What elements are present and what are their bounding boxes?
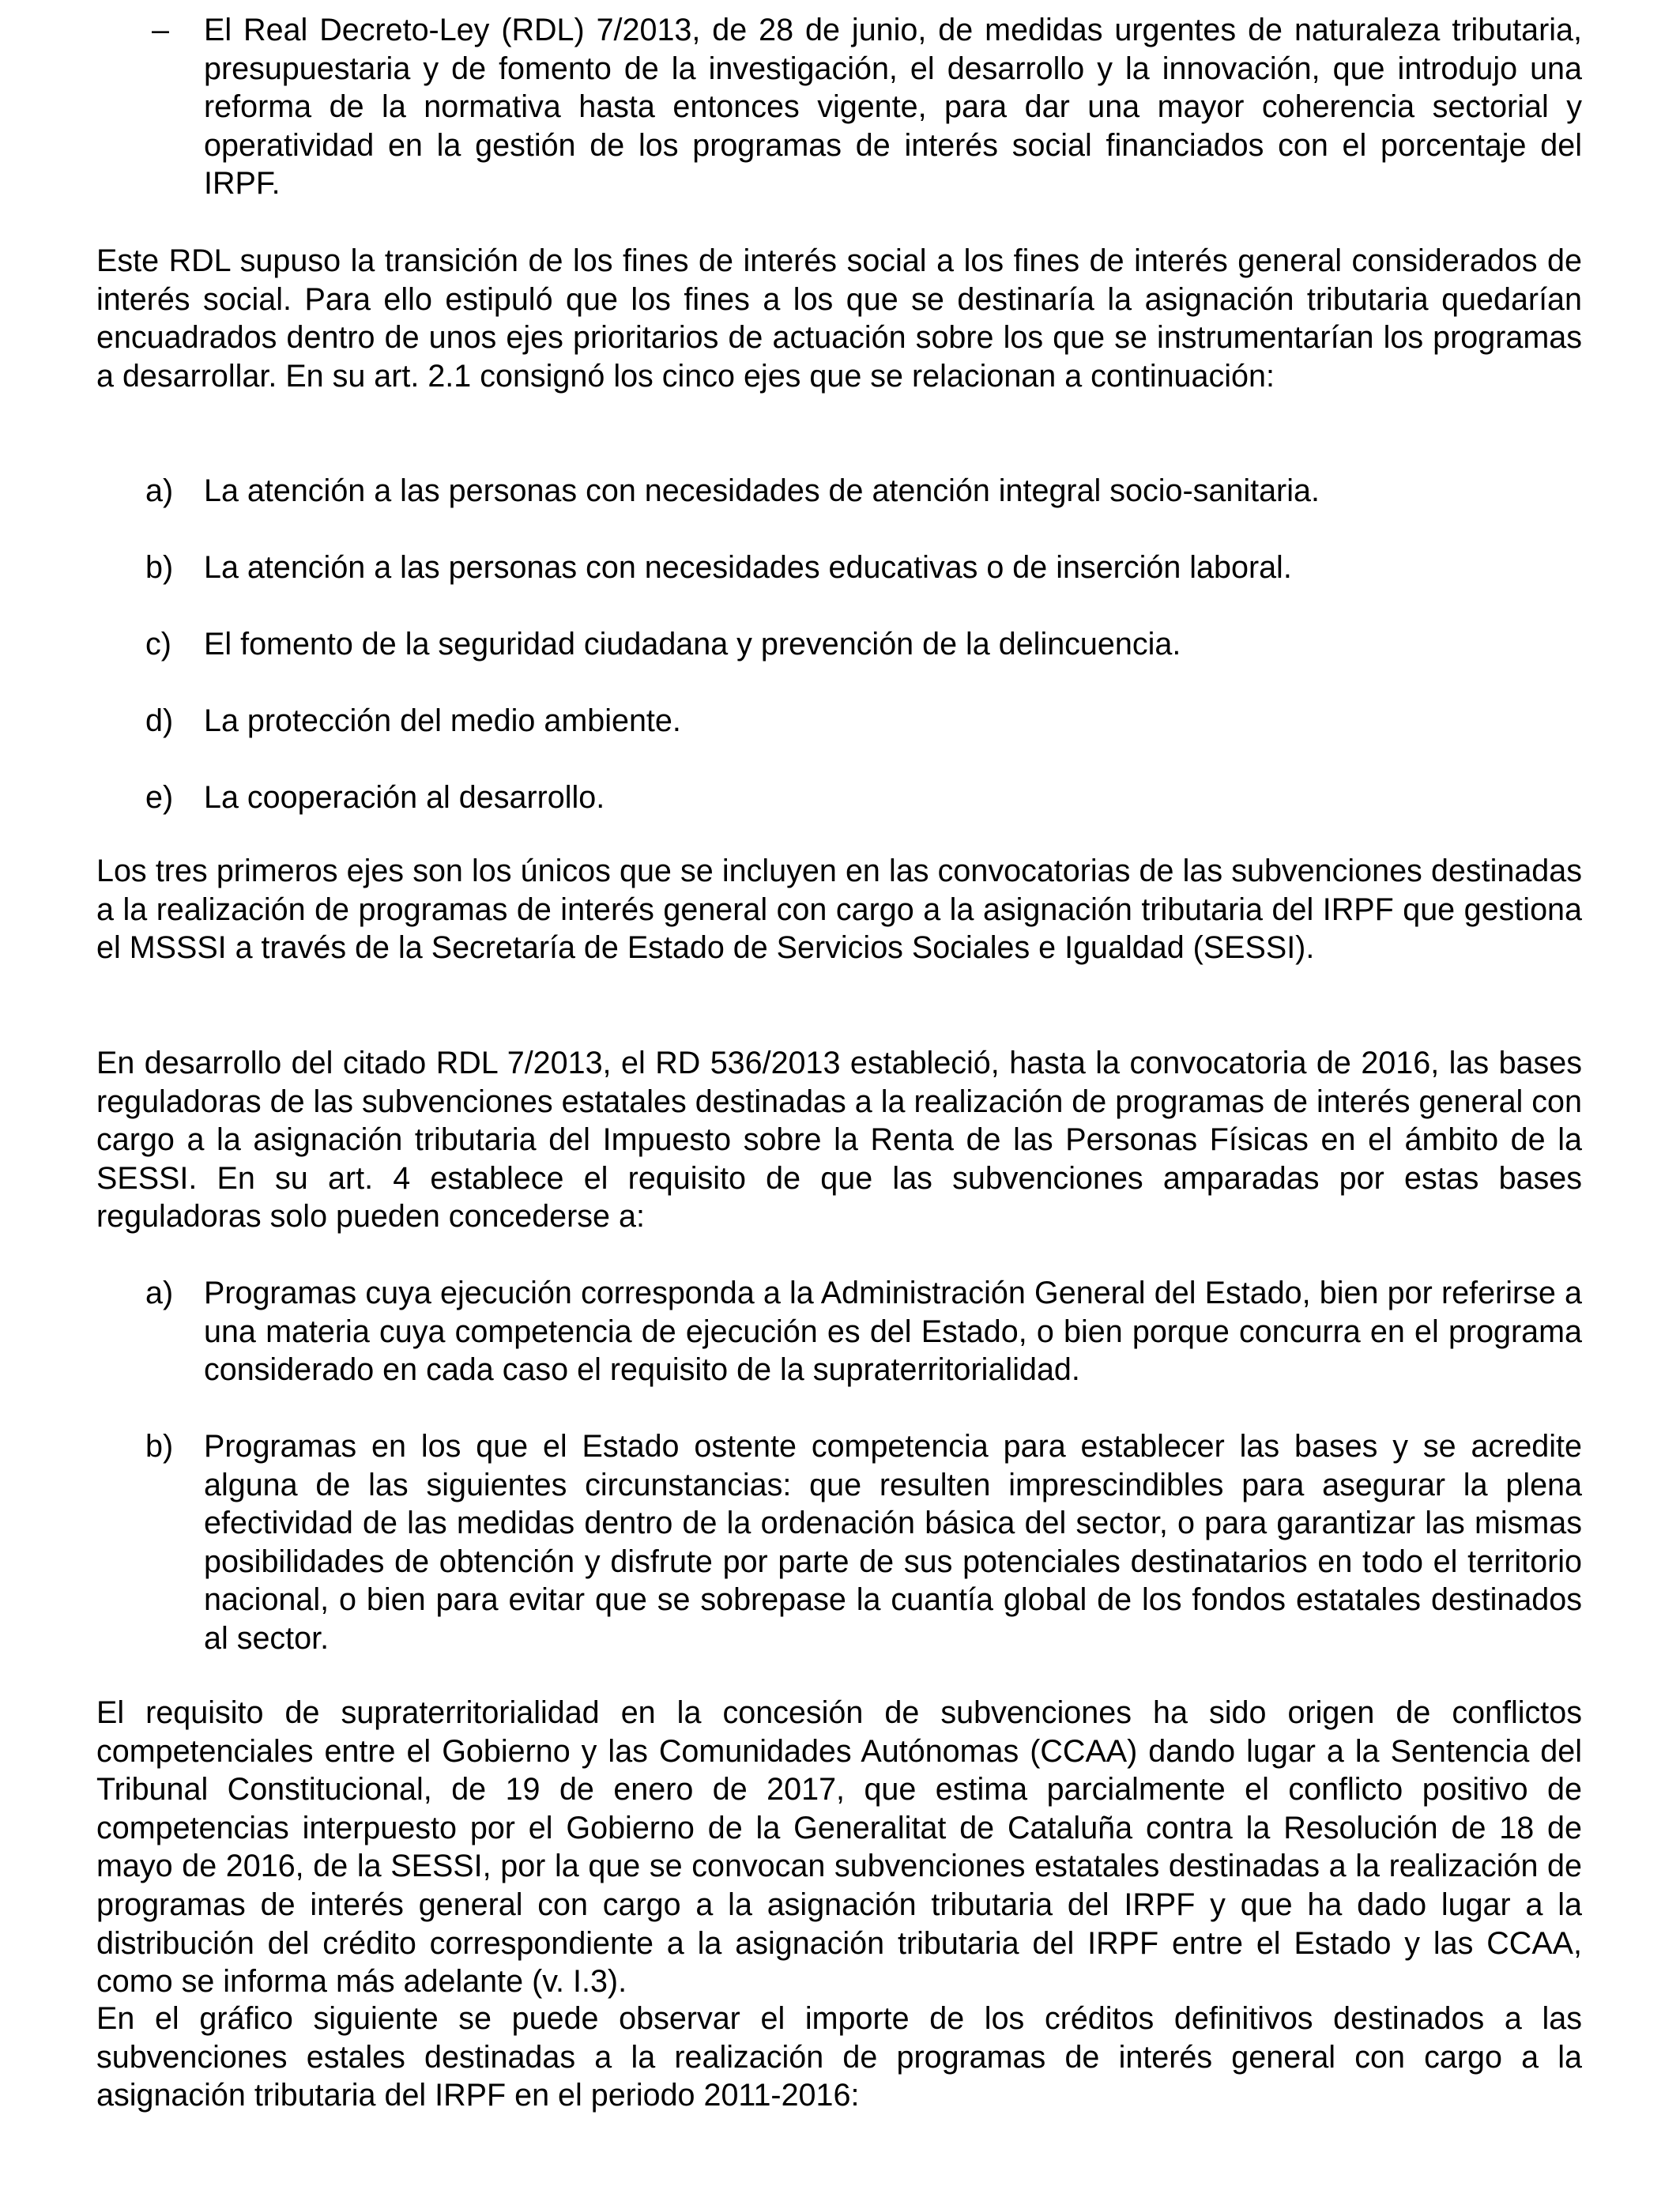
list-item-text: Programas cuya ejecución corresponda a la Administración General del Estado, bien por referirse a una materia cuya competencia de ejecución es del Estado, o bien porque concurra en el programa considerado en cada caso el requisito de la supraterritorialidad. — [204, 1276, 1582, 1388]
list-item-eje-b — [96, 548, 1582, 587]
list-marker: a) — [145, 1276, 174, 1310]
list-item-text: La atención a las personas con necesidades de atención integral socio-sanitaria. — [204, 473, 1320, 508]
list-item-rdl-7-2013 — [96, 11, 1582, 203]
list-item-eje-c — [96, 625, 1582, 664]
list-marker: e) — [145, 780, 174, 815]
list-marker: d) — [145, 703, 174, 738]
list-item-text: La cooperación al desarrollo. — [204, 780, 605, 815]
list-item-text: Programas en los que el Estado ostente competencia para establecer las bases y se acredite alguna de las siguientes circunstancias: que resulten imprescindibles para asegurar la plena efectividad de las medidas dentro de la ordenación básica del sector, o para garantizar las mismas posibilidades de obtención y disfrute por parte de sus potenciales destinatarios en todo el territorio nacional, o bien para evitar que se sobrepase la cuantía global de los fondos estatales destinados al sector. — [204, 1429, 1582, 1656]
paragraph-supraterritorialidad: El requisito de supraterritorialidad en la concesión de subvenciones ha sido origen de conflictos competenciales entre el Gobierno y las Comunidades Autónomas (CCAA) dando lugar a la Sentencia del Tribunal Constitucional, de 19 de enero de 2017, que estima parcialmente el conflicto positivo de competencias interpuesto por el Gobierno de la Generalitat de Cataluña contra la Resolución de 18 de mayo de 2016, de la SESSI, por la que se convocan subvenciones estatales destinadas a la realización de programas de interés general con cargo a la asignación tributaria del IRPF y que ha dado lugar a la distribución del crédito correspondiente a la asignación tributaria del IRPF entre el Estado y las CCAA, como se informa más adelante (v. I.3). — [96, 1695, 1582, 2000]
list-item-eje-d — [96, 702, 1582, 741]
list-item-eje-e — [96, 778, 1582, 817]
list-marker: a) — [145, 473, 174, 508]
paragraph-ejes-intro: Este RDL supuso la transición de los fines de interés social a los fines de interés general considerados de interés social. Para ello estipuló que los fines a los que se destinaría la asignación tributaria quedarían encuadrados dentro de unos ejes prioritarios de actuación sobre los que se instrumentarían los programas a desarrollar. En su art. 2.1 consignó los cinco ejes que se relacionan a continuación: — [96, 243, 1582, 394]
list-dash-marker: – — [152, 13, 169, 47]
paragraph-grafico-intro: En el gráfico siguiente se puede observar el importe de los créditos definitivos destinados a las subvenciones estales destinadas a la realización de programas de interés general con cargo a la asignación tributaria del IRPF en el periodo 2011-2016: — [96, 2001, 1582, 2113]
list-item-text: El fomento de la seguridad ciudadana y prevención de la delincuencia. — [204, 627, 1181, 662]
list-item-text: El Real Decreto-Ley (RDL) 7/2013, de 28 de junio, de medidas urgentes de naturaleza tributaria, presupuestaria y de fomento de la investigación, el desarrollo y la innovación, que introdujo una reforma de la normativa hasta entonces vigente, para dar una mayor coherencia sectorial y operatividad en la gestión de los programas de interés social financiados con el porcentaje del IRPF. — [204, 13, 1582, 202]
list-item-text: La atención a las personas con necesidades educativas o de inserción laboral. — [204, 550, 1292, 585]
list-marker: b) — [145, 550, 174, 585]
list-marker: c) — [145, 627, 171, 662]
list-item-eje-a — [96, 472, 1582, 511]
list-item-text: La protección del medio ambiente. — [204, 703, 681, 738]
list-item-requisito-b — [96, 1427, 1582, 1658]
paragraph-tres-ejes: Los tres primeros ejes son los únicos que se incluyen en las convocatorias de las subvenciones destinadas a la realización de programas de interés general con cargo a la asignación tributaria del IRPF que gestiona el MSSSI a través de la Secretaría de Estado de Servicios Sociales e Igualdad (SESSI). — [96, 854, 1582, 966]
list-item-requisito-a — [96, 1274, 1582, 1389]
paragraph-rd-536-2013: En desarrollo del citado RDL 7/2013, el RD 536/2013 estableció, hasta la convocatoria de 2016, las bases reguladoras de las subvenciones estatales destinadas a la realización de programas de interés general con cargo a la asignación tributaria del Impuesto sobre la Renta de las Personas Físicas en el ámbito de la SESSI. En su art. 4 establece el requisito de que las subvenciones amparadas por estas bases reguladoras solo pueden concederse a: — [96, 1046, 1582, 1235]
list-marker: b) — [145, 1429, 174, 1464]
